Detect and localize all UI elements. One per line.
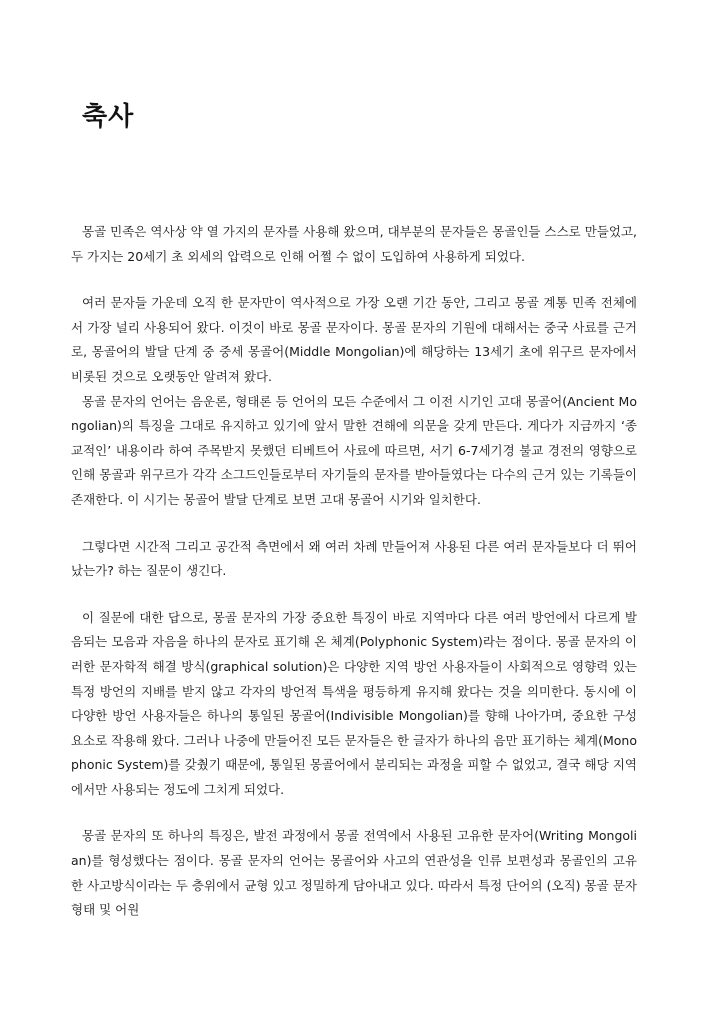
paragraph-3: 몽골 문자의 언어는 음운론, 형태론 등 언어의 모든 수준에서 그 이전 시기인 고대 몽골어(Ancient Mongolian)의 특징을 그대로 유지하고 있기에 앞서 말한 견해에 의문을 갖게 만든다. 게다가 지금까지 ‘종교적인’ 내용이라 하여 주목받지 못했던 티베트어 사료에 따르면, 서기 6-7세기경 불교 경전의 영향으로 인해 몽골과 위구르가 각각 소그드인들로부터 자기들의 문자를 받아들였다는 다수의 근거 있는 기록들이 존재한다. 이 시기는 몽골어 발달 단계로 보면 고대 몽골어 시기와 일치한다.: [71, 393, 637, 507]
paragraph-2: 여러 문자들 가운데 오직 한 문자만이 역사적으로 가장 오랜 기간 동안, 그리고 몽골 계통 민족 전체에서 가장 널리 사용되어 왔다. 이것이 바로 몽골 문자이다. 몽골 문자의 기원에 대해서는 중국 사료를 근거로, 몽골어의 발달 단계 중 중세 몽골어(Middle Mongolian)에 해당하는 13세기 초에 위구르 문자에서 비롯된 것으로 오랫동안 알려져 왔다.: [71, 295, 637, 384]
paragraph-6: 몽골 문자의 또 하나의 특징은, 발전 과정에서 몽골 전역에서 사용된 고유한 문자어(Writing Mongolian)를 형성했다는 점이다. 몽골 문자의 언어는 몽골어와 사고의 연관성을 인류 보편성과 몽골인의 고유한 사고방식이라는 두 층위에서 균형 있고 정밀하게 담아내고 있다. 따라서 특정 단어의 (오직) 몽골 문자 형태 및 어원: [71, 828, 637, 918]
body-text: [71, 220, 637, 923]
page-title: 축사: [82, 102, 135, 132]
paragraph-1: 몽골 민족은 역사상 약 열 가지의 문자를 사용해 왔으며, 대부분의 문자들은 몽골인들 스스로 만들었고, 두 가지는 20세기 초 외세의 압력으로 인해 어쩔 수 없이 도입하여 사용하게 되었다.: [71, 224, 637, 264]
paragraph-5: 이 질문에 대한 답으로, 몽골 문자의 가장 중요한 특징이 바로 지역마다 다른 여러 방언에서 다르게 발음되는 모음과 자음을 하나의 문자로 표기해 온 체계(Polyphonic System)라는 점이다. 몽골 문자의 이러한 문자학적 해결 방식(graphical solution)은 다양한 지역 방언 사용자들이 사회적으로 영향력 있는 특정 방언의 지배를 받지 않고 각자의 방언적 특색을 평등하게 유지해 왔다는 것을 의미한다. 동시에 이 다양한 방언 사용자들은 하나의 통일된 몽골어(Indivisible Mongolian)를 향해 나아가며, 중요한 구성 요소로 작용해 왔다. 그러나 나중에 만들어진 모든 문자들은 한 글자가 하나의 음만 표기하는 체계(Monophonic System)를 갖췄기 때문에, 통일된 몽골어에서 분리되는 과정을 피할 수 없었고, 결국 해당 지역에서만 사용되는 정도에 그치게 되었다.: [71, 609, 637, 797]
paragraph-4: 그렇다면 시간적 그리고 공간적 측면에서 왜 여러 차례 만들어져 사용된 다른 여러 문자들보다 더 뛰어났는가? 하는 질문이 생긴다.: [71, 538, 637, 579]
